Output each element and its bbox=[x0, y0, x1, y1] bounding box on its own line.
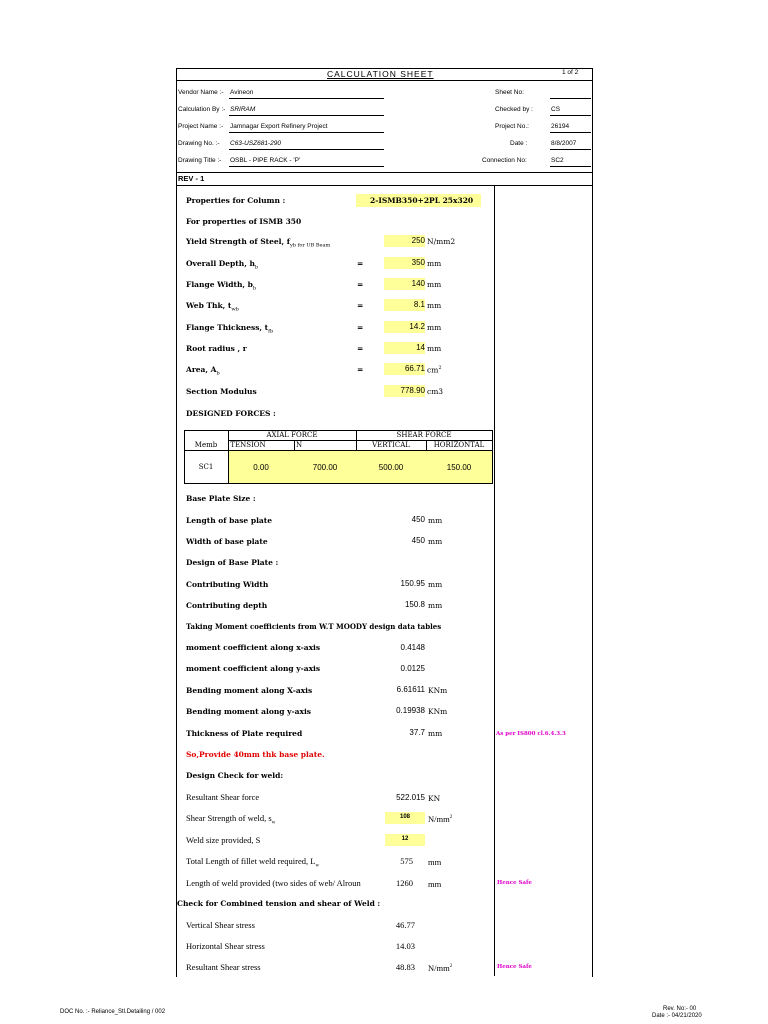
is800-note: As per IS800 cl.6.4.3.3 bbox=[496, 731, 566, 737]
calc-by-underline bbox=[229, 115, 384, 116]
page-indicator: 1 of 2 bbox=[562, 69, 579, 76]
moment-coeff-y-label: moment coefficient along y-axis bbox=[186, 664, 321, 673]
sheet-title: CALCULATION SHEET bbox=[327, 69, 434, 79]
checked-by-underline bbox=[550, 115, 591, 116]
vertical-cell: 500.00 bbox=[378, 463, 404, 472]
memb-cell: SC1 bbox=[198, 463, 214, 471]
property-label-text: Web Thk, t bbox=[186, 301, 232, 310]
revision-label: REV - 1 bbox=[178, 174, 205, 183]
thickness-value: 37.7 bbox=[409, 728, 425, 737]
calc-by-value: SRIRAM bbox=[230, 106, 256, 113]
total-length-value: 575 bbox=[400, 856, 413, 866]
drawing-title-value: OSBL - PIPE RACK - 'P' bbox=[230, 157, 301, 164]
contributing-width-label: Contributing Width bbox=[186, 580, 269, 589]
property-equals: = bbox=[357, 365, 364, 374]
rev-bottom-rule bbox=[176, 185, 592, 186]
date-label: Date : bbox=[510, 140, 528, 147]
connection-no-label: Connection No: bbox=[482, 157, 527, 164]
shear-strength-unit bbox=[428, 814, 452, 824]
property-label bbox=[186, 387, 257, 396]
sheet-no-underline bbox=[550, 98, 591, 99]
project-name-label: Project Name :- bbox=[178, 123, 224, 130]
moment-coeff-x-label: moment coefficient along x-axis bbox=[186, 643, 321, 652]
shear-strength-value: 108 bbox=[399, 814, 410, 820]
property-label bbox=[186, 323, 273, 335]
property-label-sub: b bbox=[252, 285, 257, 292]
table-border-right bbox=[492, 430, 493, 484]
property-value: 140 bbox=[411, 279, 425, 288]
bending-moment-y-value: 0.19938 bbox=[396, 706, 425, 715]
width-label: Width of base plate bbox=[186, 537, 268, 546]
design-base-plate-label: Design of Base Plate : bbox=[186, 558, 279, 567]
property-label bbox=[186, 344, 247, 353]
shear-strength-sub: w bbox=[271, 820, 276, 826]
bending-moment-x-label: Bending moment along X-axis bbox=[186, 686, 313, 695]
length-provided-value: 1260 bbox=[396, 878, 413, 888]
column-properties-label: Properties for Column : bbox=[186, 196, 286, 205]
horizontal-shear-value: 14.03 bbox=[395, 941, 415, 951]
resultant-shear-force-label: Resultant Shear force bbox=[186, 792, 260, 802]
length-provided-label: Length of weld provided (two sides of web/ Alroun bbox=[186, 878, 361, 888]
property-value: 250 bbox=[411, 236, 425, 245]
unit-sup: 2 bbox=[438, 365, 442, 371]
vertical-shear-value: 46.77 bbox=[395, 920, 415, 930]
contributing-depth-value: 150.8 bbox=[404, 600, 425, 609]
n-cell: 700.00 bbox=[312, 463, 338, 472]
shear-header: SHEAR FORCE bbox=[396, 431, 452, 439]
header-top-rule bbox=[176, 80, 592, 81]
column-value: 2-ISMB350+2PL 25x320 bbox=[370, 196, 474, 205]
length-provided-note: Hence Safe bbox=[497, 880, 532, 886]
property-value: 350 bbox=[411, 258, 425, 267]
property-equals: = bbox=[357, 344, 364, 353]
property-equals: = bbox=[357, 301, 364, 310]
width-unit: mm bbox=[428, 537, 443, 546]
length-value: 450 bbox=[411, 515, 425, 524]
revision-number: Rev. No:- 00 bbox=[663, 1006, 697, 1012]
property-label-sub: fb bbox=[268, 328, 274, 335]
resultant-shear-force-value: 522.015 bbox=[396, 793, 425, 802]
property-unit: mm bbox=[427, 323, 442, 332]
resultant-shear-value: 48.83 bbox=[395, 962, 415, 972]
n-header: N bbox=[296, 441, 303, 449]
moment-coeff-y-value: 0.0125 bbox=[400, 664, 425, 673]
horizontal-cell: 150.00 bbox=[446, 463, 472, 472]
property-value: 66.71 bbox=[404, 364, 425, 373]
total-length-unit: mm bbox=[428, 857, 442, 867]
property-unit: mm bbox=[427, 301, 442, 310]
weld-check-label: Design Check for weld: bbox=[186, 771, 284, 780]
contributing-width-unit: mm bbox=[428, 580, 443, 589]
moody-label: Taking Moment coefficients from W.T MOODY design data tables bbox=[186, 622, 442, 631]
resultant-shear-unit-text: N/mm bbox=[428, 963, 450, 973]
property-label bbox=[186, 259, 258, 271]
property-label bbox=[186, 237, 330, 249]
property-unit: mm bbox=[427, 259, 442, 268]
bending-moment-y-label: Bending moment along y-axis bbox=[186, 707, 312, 716]
resultant-shear-unit bbox=[428, 963, 452, 973]
calc-by-label: Calculation By :- bbox=[178, 106, 226, 113]
vendor-label: Vendor Name :- bbox=[178, 89, 224, 96]
property-value: 8.1 bbox=[413, 300, 425, 309]
property-unit: cm3 bbox=[427, 387, 444, 396]
property-label bbox=[186, 365, 220, 377]
drawing-no-label: Drawing No. :- bbox=[178, 140, 220, 147]
base-plate-size-label: Base Plate Size : bbox=[186, 494, 256, 503]
checked-by-label: Checked by : bbox=[495, 106, 533, 113]
memb-header: Memb bbox=[194, 441, 218, 449]
moment-coeff-x-value: 0.4148 bbox=[400, 643, 425, 652]
contributing-depth-label: Contributing depth bbox=[186, 601, 268, 610]
project-name-value: Jamnagar Export Refinery Project bbox=[230, 123, 328, 130]
date-underline bbox=[550, 149, 591, 150]
length-label: Length of base plate bbox=[186, 516, 273, 525]
vertical-shear-label: Vertical Shear stress bbox=[186, 920, 255, 930]
property-equals: = bbox=[357, 259, 364, 268]
property-label-text: Overall Depth, h bbox=[186, 259, 255, 268]
axial-header: AXIAL FORCE bbox=[266, 431, 318, 439]
shear-strength-unit-text: N/mm bbox=[428, 814, 450, 824]
checked-by-value: CS bbox=[551, 106, 561, 113]
project-no-label: Project No.: bbox=[495, 123, 529, 130]
resultant-shear-unit-sup: 2 bbox=[449, 964, 453, 970]
contributing-width-value: 150.95 bbox=[400, 579, 425, 588]
project-name-underline bbox=[229, 132, 384, 133]
property-value: 14.2 bbox=[409, 322, 425, 331]
length-provided-unit: mm bbox=[428, 879, 442, 889]
property-label-sub: yb for UB Beam bbox=[289, 242, 331, 249]
footer-date: Date :- 04/21/2020 bbox=[652, 1013, 702, 1019]
contributing-depth-unit: mm bbox=[428, 601, 443, 610]
property-unit: mm bbox=[427, 280, 442, 289]
combined-check-label: Check for Combined tension and shear of Weld : bbox=[177, 899, 381, 908]
property-label-text: Area, A bbox=[186, 365, 217, 374]
property-label-sub: b bbox=[254, 264, 259, 271]
vertical-header: VERTICAL bbox=[372, 441, 410, 449]
width-value: 450 bbox=[411, 536, 425, 545]
total-length-sub: w bbox=[315, 863, 320, 869]
resultant-shear-force-unit: KN bbox=[428, 794, 441, 803]
shear-strength-unit-sup: 2 bbox=[449, 815, 453, 821]
sheet-no-label: Sheet No: bbox=[495, 89, 524, 96]
property-equals: = bbox=[357, 280, 364, 289]
weld-size-label: Weld size provided, S bbox=[186, 835, 261, 845]
table-border-left bbox=[184, 430, 185, 484]
property-label-text: Flange Width, b bbox=[186, 280, 253, 289]
property-value: 778.90 bbox=[400, 386, 425, 395]
designed-forces-label: DESIGNED FORCES : bbox=[186, 409, 276, 418]
bending-moment-x-unit: KNm bbox=[428, 686, 448, 695]
property-label bbox=[186, 301, 239, 313]
thickness-unit: mm bbox=[428, 729, 443, 738]
ismb-label: For properties of ISMB 350 bbox=[186, 217, 302, 226]
connection-no-value: SC2 bbox=[551, 157, 564, 164]
drawing-no-value: C63-USZ681-290 bbox=[230, 140, 281, 147]
doc-number: DOC No. :- Reliance_Stl.Detailing / 002 bbox=[60, 1009, 166, 1015]
forces-table bbox=[184, 430, 493, 484]
tension-header: TENSION bbox=[230, 441, 266, 449]
horizontal-header: HORIZONTAL bbox=[433, 441, 485, 449]
drawing-no-underline bbox=[229, 149, 384, 150]
bending-moment-x-value: 6.61611 bbox=[396, 685, 425, 694]
property-value: 14 bbox=[416, 343, 425, 352]
shear-strength-label bbox=[186, 813, 275, 826]
project-no-underline bbox=[550, 132, 591, 133]
rev-top-rule bbox=[176, 172, 592, 173]
total-length-text: Total Length of fillet weld required, L bbox=[186, 856, 316, 866]
property-label-text: Root radius , r bbox=[186, 344, 247, 353]
property-equals: = bbox=[357, 323, 364, 332]
right-margin-line bbox=[494, 185, 495, 976]
vendor-underline bbox=[229, 98, 384, 99]
table-border-bottom bbox=[184, 483, 493, 484]
resultant-shear-note: Hence Safe bbox=[497, 964, 532, 970]
property-unit: mm bbox=[427, 344, 442, 353]
weld-size-value: 12 bbox=[401, 836, 409, 842]
property-label-text: Yield Strength of Steel, f bbox=[186, 237, 290, 246]
property-label-sub: b bbox=[216, 370, 220, 377]
date-value: 8/8/2007 bbox=[551, 140, 577, 147]
tension-cell: 0.00 bbox=[253, 463, 269, 472]
drawing-title-label: Drawing Title :- bbox=[178, 157, 222, 164]
resultant-shear-label: Resultant Shear stress bbox=[186, 962, 261, 972]
property-unit: $cm^2$ bbox=[427, 365, 442, 375]
drawing-title-underline bbox=[229, 166, 384, 167]
shear-strength-text: Shear Strength of weld, s bbox=[186, 813, 272, 823]
bending-moment-y-unit: KNm bbox=[428, 707, 448, 716]
thickness-label: Thickness of Plate required bbox=[186, 729, 303, 738]
property-label-sub: wb bbox=[231, 306, 239, 313]
property-label bbox=[186, 280, 256, 292]
property-unit: N/mm2 bbox=[427, 237, 456, 246]
total-length-label bbox=[186, 856, 319, 869]
connection-no-underline bbox=[550, 166, 591, 167]
project-no-value: 26194 bbox=[551, 123, 570, 130]
property-label-text: Section Modulus bbox=[186, 387, 257, 396]
horizontal-shear-label: Horizontal Shear stress bbox=[186, 941, 265, 951]
property-label-text: Flange Thickness, t bbox=[186, 323, 269, 332]
length-unit: mm bbox=[428, 516, 443, 525]
vendor-value: Avineon bbox=[230, 89, 254, 96]
provide-plate-note: So,Provide 40mm thk base plate. bbox=[186, 750, 325, 759]
